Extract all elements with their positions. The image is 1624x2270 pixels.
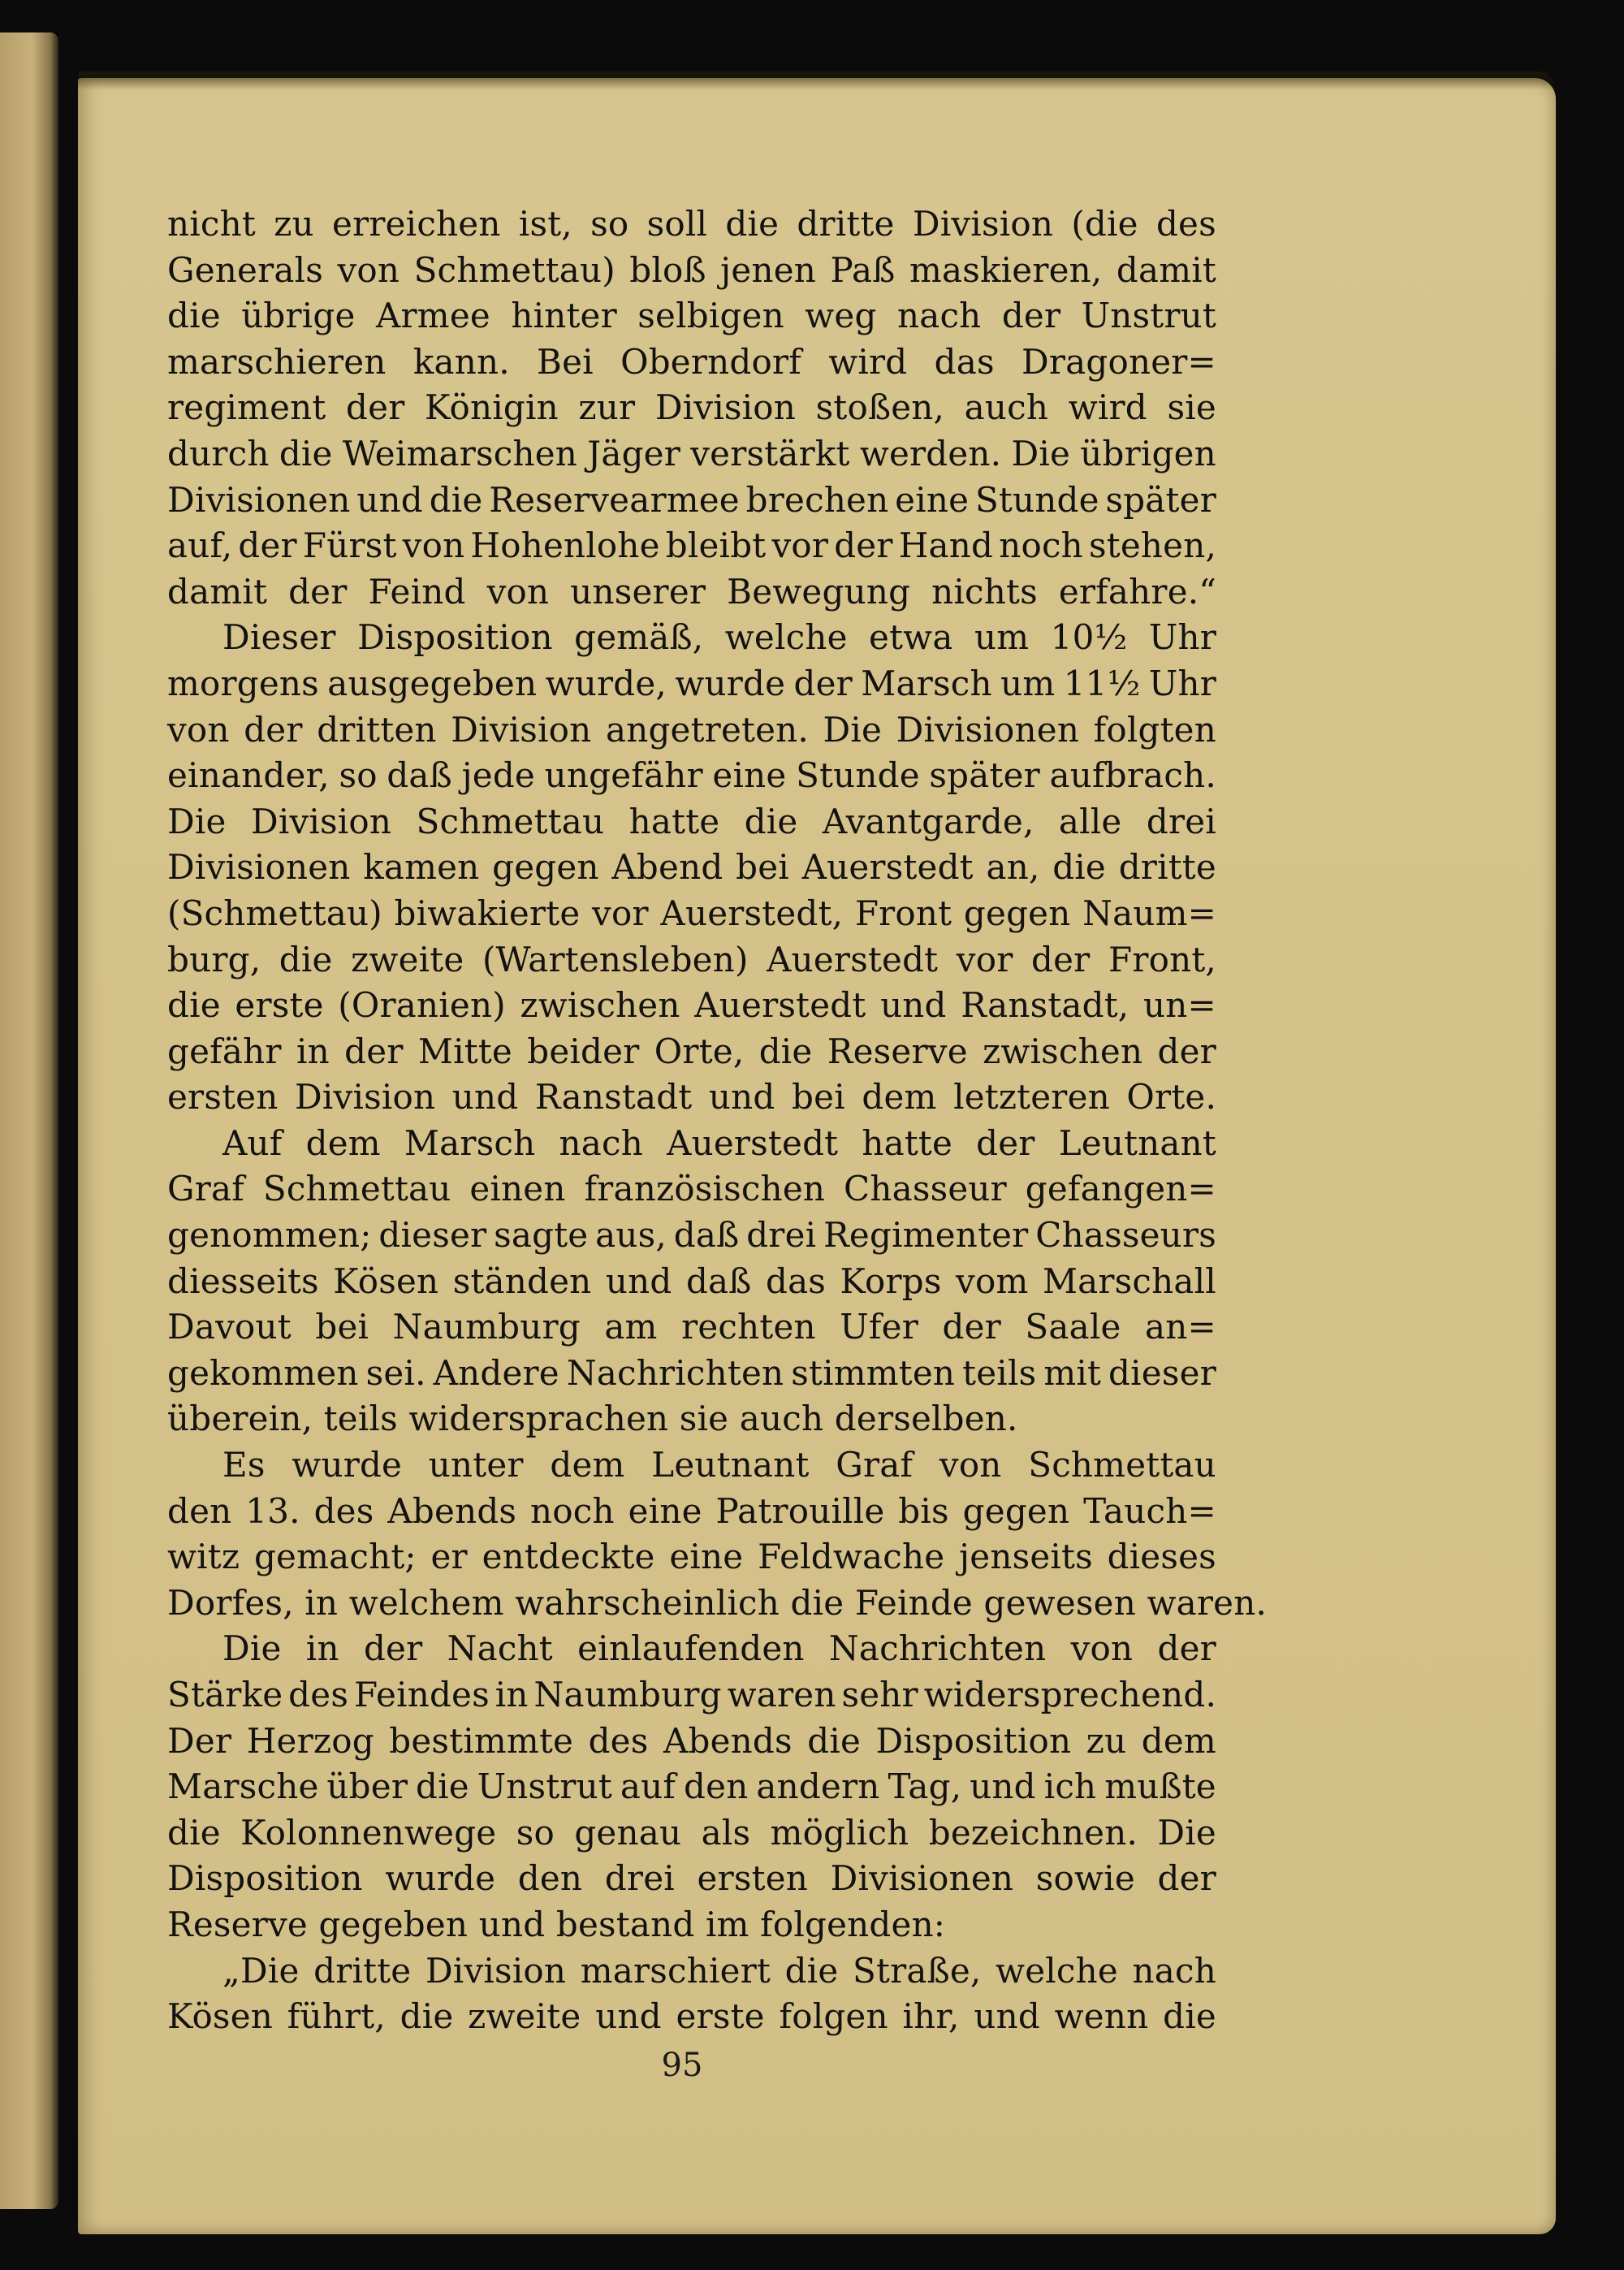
text-line: nicht zu erreichen ist, so soll die dritte Division (die des (167, 204, 1216, 244)
body-text (167, 201, 1268, 2040)
text-line: Divisionen kamen gegen Abend bei Auerstedt an, die dritte (167, 847, 1216, 888)
text-line: Der Herzog bestimmte des Abends die Disposition zu dem (167, 1720, 1216, 1761)
text-line: Disposition wurde den drei ersten Divisionen sowie der (167, 1858, 1216, 1899)
text-line: Davout bei Naumburg am rechten Ufer der Saale an= (167, 1307, 1216, 1347)
text-line: Graf Schmettau einen französischen Chasseur gefangen= (167, 1169, 1216, 1209)
text-line: burg, die zweite (Wartensleben) Auerstedt vor der Front, (167, 939, 1216, 979)
text-line: Die Division Schmettau hatte die Avantgarde, alle drei (167, 801, 1216, 841)
text-line: Stärke des Feindes in Naumburg waren sehr widersprechend. (167, 1675, 1216, 1714)
text-line: Es wurde unter dem Leutnant Graf von Schmettau (222, 1445, 1216, 1485)
text-line: morgens ausgegeben wurde, wurde der Marsch um 11½ Uhr (167, 663, 1216, 703)
left-page-edge (0, 32, 58, 2209)
text-line: die Kolonnenwege so genau als möglich bezeichnen. Die (167, 1812, 1216, 1853)
text-line: von der dritten Division angetreten. Die Divisionen folgten (167, 709, 1216, 750)
text-line: diesseits Kösen ständen und daß das Korps vom Marschall (167, 1260, 1216, 1301)
text-line: Dorfes, in welchem wahrscheinlich die Feinde gewesen waren. (167, 1582, 1268, 1623)
text-line: Auf dem Marsch nach Auerstedt hatte der Leutnant (222, 1122, 1216, 1163)
text-line: Divisionen und die Reservearmee brechen eine Stunde später (167, 479, 1216, 520)
text-line: auf, der Fürst von Hohenlohe bleibt vor der Hand noch stehen, (167, 525, 1216, 566)
text-line: genommen; dieser sagte aus, daß drei Regimenter Chasseurs (167, 1215, 1216, 1256)
text-line: witz gemacht; er entdeckte eine Feldwache jenseits dieses (167, 1537, 1216, 1577)
text-line: durch die Weimarschen Jäger verstärkt werden. Die übrigen (167, 433, 1216, 473)
page-number: 95 (661, 2047, 703, 2084)
text-line: Kösen führt, die zweite und erste folgen ihr, und wenn die (167, 1996, 1216, 2037)
text-line: damit der Feind von unserer Bewegung nichts erfahre.“ (167, 571, 1216, 612)
text-line: überein, teils widersprachen sie auch derselben. (167, 1399, 1018, 1439)
text-line: ersten Division und Ranstadt und bei dem letzteren Orte. (167, 1077, 1216, 1118)
text-line: den 13. des Abends noch eine Patrouille bis gegen Tauch= (167, 1490, 1216, 1531)
text-line: gefähr in der Mitte beider Orte, die Reserve zwischen der (167, 1031, 1216, 1071)
text-line: (Schmettau) biwakierte vor Auerstedt, Front gegen Naum= (167, 893, 1216, 933)
text-line: Die in der Nacht einlaufenden Nachrichten von der (222, 1628, 1216, 1669)
text-line: die übrige Armee hinter selbigen weg nach der Unstrut (167, 296, 1216, 336)
text-line: „Die dritte Division marschiert die Straße, welche nach (222, 1950, 1216, 1991)
text-line: marschieren kann. Bei Oberndorf wird das Dragoner= (167, 341, 1216, 382)
text-line: gekommen sei. Andere Nachrichten stimmten teils mit dieser (167, 1352, 1216, 1393)
text-line: regiment der Königin zur Division stoßen, auch wird sie (167, 387, 1216, 428)
page-top-shadow (78, 71, 1556, 89)
text-line: Reserve gegeben und bestand im folgenden: (167, 1904, 946, 1944)
text-line: einander, so daß jede ungefähr eine Stunde später aufbrach. (167, 755, 1216, 796)
text-line: Marsche über die Unstrut auf den andern Tag, und ich mußte (167, 1766, 1216, 1807)
text-line: Generals von Schmettau) bloß jenen Paß maskieren, damit (167, 249, 1216, 290)
text-line: Dieser Disposition gemäß, welche etwa um 10½ Uhr (222, 617, 1216, 658)
text-line: die erste (Oranien) zwischen Auerstedt und Ranstadt, un= (167, 985, 1216, 1026)
